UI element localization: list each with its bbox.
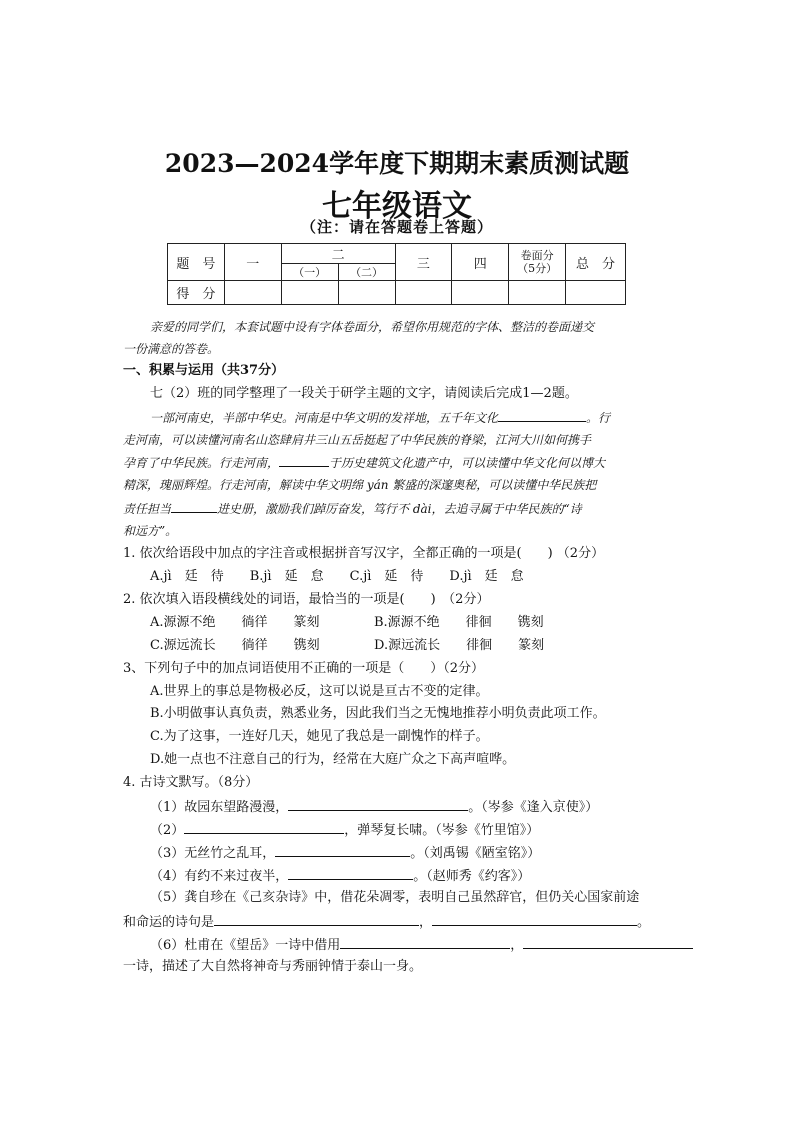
- poem-text: 。（赵师秀《约客》）: [413, 869, 531, 884]
- col-neatness-label: 卷面分: [520, 249, 554, 262]
- question-1-options: A.jì 廷 待 B.jì 延 怠 C.jì 延 待 D.jì 廷 怠: [150, 569, 524, 584]
- fill-blank: [498, 408, 586, 422]
- poem-item-2: [150, 820, 539, 840]
- option-a: A.源源不绝 徜徉 篆刻: [150, 615, 320, 630]
- intro-line: 亲爱的同学们，本套试题中设有字体卷面分，希望你用规范的字体、整洁的卷面递交: [150, 320, 595, 334]
- poem-text: 。: [637, 915, 651, 930]
- poem-text: （6）杜甫在《望岳》一诗中借用: [150, 938, 341, 953]
- fill-blank: [171, 499, 217, 513]
- poem-item-6-cont: 一诗，描述了大自然将神奇与秀丽钟情于泰山一身。: [123, 959, 423, 974]
- score-cell: [395, 281, 452, 305]
- passage-line: [150, 408, 610, 427]
- passage-text: 进史册，激励我们踔厉奋发，笃行不 dài，去追寻属于中华民族的“诗: [217, 502, 582, 516]
- poem-item-6: [150, 935, 693, 955]
- question-3: 3、下列句子中的加点词语使用不正确的一项是（ ）（2分）: [123, 661, 485, 676]
- subject-title: 七年级语文: [322, 189, 472, 224]
- option-c: C.源远流长 徜徉 镌刻: [150, 638, 320, 653]
- col-part-2-sub-2: （二）: [338, 264, 395, 281]
- poem-text: 和命运的诗句是: [123, 915, 215, 930]
- col-part-2-sub-1: （一）: [281, 264, 338, 281]
- poem-text: （4）有约不来过夜半，: [150, 869, 289, 884]
- poem-item-5: （5）龚自珍在《己亥杂诗》中，借花朵凋零，表明自己虽然辞官，但仍关心国家前途: [150, 890, 640, 905]
- passage-text: 一部河南史，半部中华史。河南是中华文明的发祥地，五千年文化: [150, 411, 499, 425]
- score-table: [167, 243, 626, 305]
- poem-text: ，: [419, 915, 433, 930]
- label-question-number: 题 号: [168, 244, 225, 281]
- col-part-2: 二: [281, 244, 395, 264]
- poem-text: ，弹琴复长啸。（岑参《竹里馆》）: [344, 823, 540, 838]
- poem-text: 。（岑参《逢入京使》）: [468, 800, 599, 815]
- passage-line: [123, 453, 605, 472]
- score-cell: [224, 281, 281, 305]
- fill-blank: [279, 453, 329, 467]
- poem-text: 。（刘禹锡《陋室铭》）: [410, 846, 541, 861]
- poem-item-5-cont: [123, 912, 650, 932]
- option-d: D.她一点也不注意自己的行为，经常在大庭广众之下高声喧哗。: [150, 752, 516, 767]
- score-cell: [566, 281, 626, 305]
- answer-blank: [214, 912, 419, 926]
- poem-item-3: [150, 843, 540, 863]
- col-part-1: 一: [224, 244, 281, 281]
- option-a: A.世界上的事总是物极必反，这可以说是亘古不变的定律。: [150, 684, 489, 699]
- poem-text: ，: [510, 938, 524, 953]
- answer-blank: [432, 912, 637, 926]
- col-part-3: 三: [395, 244, 452, 281]
- poem-item-1: [150, 797, 598, 817]
- intro-line: 一份满意的答卷。: [123, 342, 220, 356]
- answer-blank: [340, 935, 510, 949]
- question-4: 4. 古诗文默写。（8分）: [123, 775, 259, 790]
- option-c: C.为了这事，一连好几天，她见了我总是一副愧怍的样子。: [150, 729, 489, 744]
- label-score: 得 分: [168, 281, 225, 305]
- poem-text: （3）无丝竹之乱耳，: [150, 846, 276, 861]
- col-neatness-points: （5分）: [517, 262, 558, 275]
- answer-blank: [288, 866, 413, 880]
- col-part-4: 四: [452, 244, 509, 281]
- passage-text: 责任担当: [123, 502, 172, 516]
- answer-blank: [523, 935, 693, 949]
- score-cell: [281, 281, 338, 305]
- score-cell: [338, 281, 395, 305]
- option-b: B.源源不绝 徘徊 镌刻: [374, 615, 544, 630]
- poem-item-4: [150, 866, 530, 886]
- section-lead: 七（2）班的同学整理了一段关于研学主题的文字，请阅读后完成1—2题。: [150, 386, 578, 401]
- option-b: B.小明做事认真负责，熟悉业务，因此我们当之无愧地推荐小明负责此项工作。: [150, 706, 606, 721]
- passage-line: 精深，瑰丽辉煌。行走河南，解读中华文明绵 yán 繁盛的深邃奥秘，可以读懂中华民族把: [123, 478, 597, 492]
- option-d: D.源远流长 徘徊 篆刻: [374, 638, 545, 653]
- passage-line: 走河南，可以读懂河南名山恣肆肩井三山五岳挺起了中华民族的脊梁，江河大川如何携手: [123, 433, 592, 447]
- answer-blank: [275, 843, 410, 857]
- section-heading: 一、积累与运用（共37分）: [123, 363, 285, 378]
- col-neatness: [509, 244, 566, 281]
- answer-note: （注：请在答题卷上答题）: [300, 218, 493, 236]
- question-2: 2. 依次填入语段横线处的词语，最恰当的一项是( ) （2分）: [123, 592, 490, 607]
- question-1: 1. 依次给语段中加点的字注音或根据拼音写汉字，全都正确的一项是( ) （2分）: [123, 546, 605, 561]
- passage-line: [123, 499, 582, 518]
- passage-text: 孕育了中华民族。行走河南，: [123, 456, 280, 470]
- score-cell: [452, 281, 509, 305]
- passage-line: 和远方”。: [123, 524, 178, 538]
- answer-blank: [184, 820, 344, 834]
- exam-title: 2023—2024学年度下期期末素质测试题: [164, 149, 630, 178]
- passage-text: 于历史建筑文化遗产中，可以读懂中华文化何以博大: [329, 456, 606, 470]
- score-cell: [509, 281, 566, 305]
- passage-text: 。行: [586, 411, 611, 425]
- answer-blank: [288, 797, 468, 811]
- poem-text: （1）故园东望路漫漫，: [150, 800, 289, 815]
- poem-text: （2）: [150, 823, 185, 838]
- col-total: 总 分: [566, 244, 626, 281]
